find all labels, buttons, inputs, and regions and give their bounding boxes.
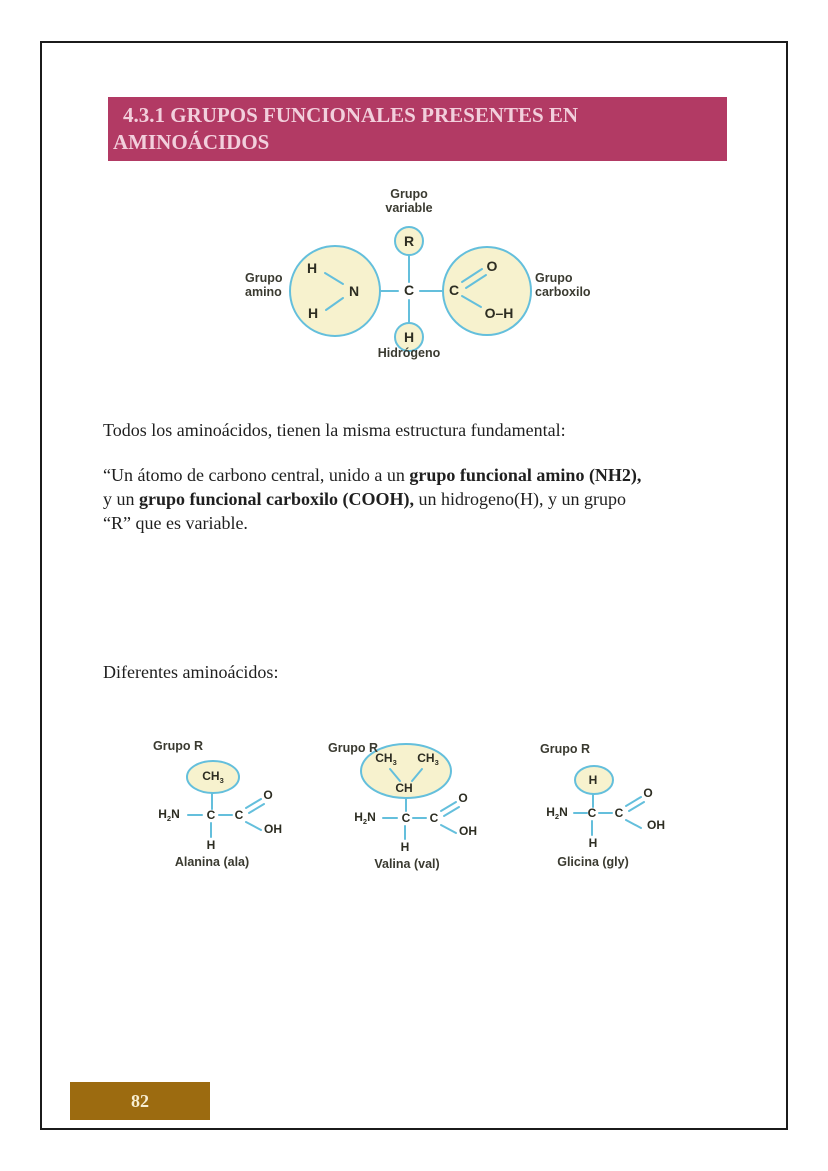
- glicina-o: O: [643, 786, 653, 800]
- valina-ch3-left: $CH_3$: [375, 750, 397, 768]
- atom-oh: O–H: [484, 305, 514, 321]
- paragraph-intro: Todos los aminoácidos, tienen la misma estructura fundamental:: [103, 420, 566, 440]
- alanina-oh: OH: [264, 822, 282, 836]
- valina-c-carboxyl: C: [429, 811, 439, 825]
- valina-o: O: [458, 791, 468, 805]
- atom-n: N: [348, 283, 360, 299]
- atom-h-top: H: [306, 260, 318, 276]
- glicina-c-alpha: C: [587, 806, 597, 820]
- valina-grupo-r-label: Grupo R: [328, 741, 378, 755]
- valina-figure: [328, 738, 488, 872]
- atom-h-bottom: H: [307, 305, 319, 321]
- glicina-grupo-r-label: Grupo R: [540, 742, 590, 756]
- alanina-c-alpha: C: [206, 808, 216, 822]
- valina-ch-mid: CH: [395, 781, 413, 795]
- valina-h: H: [400, 840, 410, 854]
- glicina-h2n: $H_2N$: [546, 804, 568, 822]
- alanina-figure: [150, 738, 300, 870]
- atom-c-carboxyl: C: [448, 282, 460, 298]
- label-hidrogeno: Hidrógeno: [377, 346, 441, 360]
- section-title-line2: AMINOÁCIDOS: [113, 130, 270, 154]
- atom-c-central: C: [403, 282, 415, 298]
- glicina-oh: OH: [647, 818, 665, 832]
- alanina-h2n: $H_2N$: [158, 806, 180, 824]
- page-number: 82: [131, 1090, 149, 1111]
- atom-o-double: O: [486, 258, 498, 274]
- alanina-h: H: [206, 838, 216, 852]
- glicina-r-formula: H: [588, 773, 598, 787]
- valina-ch3-right: $CH_3$: [417, 750, 439, 768]
- amino-group-circle: [290, 246, 380, 336]
- valina-c-alpha: C: [401, 811, 411, 825]
- alanina-drawing: [150, 738, 300, 870]
- alanina-r-formula: $CH_3$: [202, 768, 224, 786]
- section-header: [108, 97, 727, 161]
- paragraph-diferentes: Diferentes aminoácidos:: [103, 662, 279, 682]
- alanina-c-carboxyl: C: [234, 808, 244, 822]
- alanina-grupo-r-label: Grupo R: [153, 739, 203, 753]
- label-grupo-amino: Grupo amino: [245, 271, 283, 299]
- valina-oh: OH: [459, 824, 477, 838]
- section-title-line1: 4.3.1 GRUPOS FUNCIONALES PRESENTES EN: [123, 103, 579, 127]
- amino-acid-structure-figure: [240, 186, 610, 371]
- alanina-caption: Alanina (ala): [174, 855, 250, 869]
- valina-h2n: $H_2N$: [354, 809, 376, 827]
- label-grupo-carboxilo: Grupo carboxilo: [535, 271, 591, 299]
- atom-h-central: H: [403, 329, 415, 345]
- alanina-o: O: [263, 788, 273, 802]
- page-number-box: [70, 1082, 210, 1120]
- glicina-h: H: [588, 836, 598, 850]
- glicina-caption: Glicina (gly): [557, 855, 629, 869]
- glicina-figure: [540, 738, 685, 870]
- paragraph-definition: “Un átomo de carbono central, unido a un grupo funcional amino (NH2), y un grupo funcional carboxilo (COOH), un hidrogeno(H), y un grupo “R” que es variable.: [103, 465, 642, 533]
- label-grupo-variable: Grupo variable: [385, 187, 433, 215]
- atom-r: R: [403, 233, 415, 249]
- glicina-c-carboxyl: C: [614, 806, 624, 820]
- valina-caption: Valina (val): [374, 857, 440, 871]
